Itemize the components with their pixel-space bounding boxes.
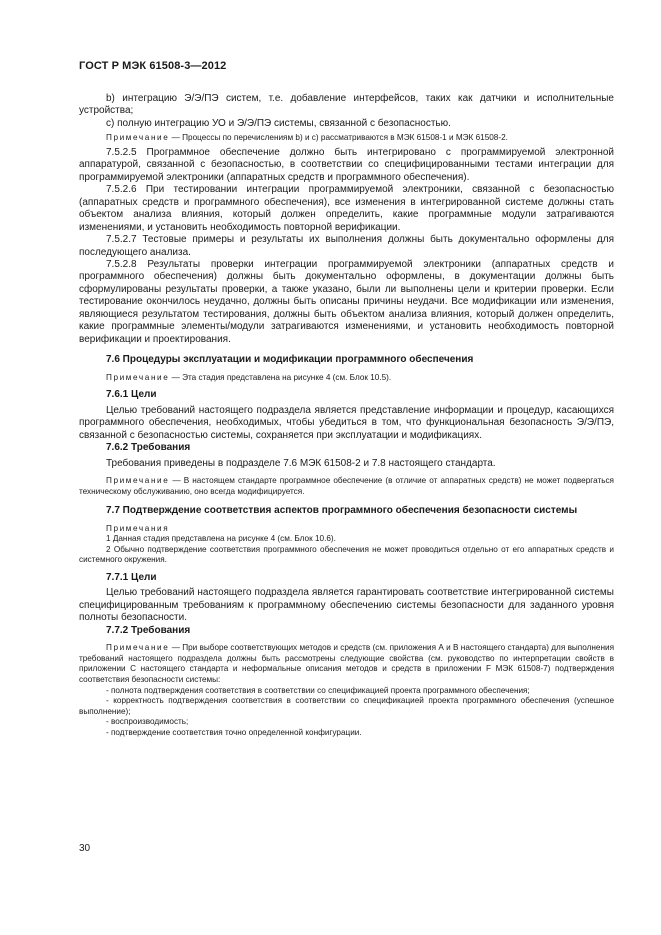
note-label: Примечание (106, 133, 170, 143)
clause-7-5-2-8: 7.5.2.8 Результаты проверки интеграции программируемой электроники (аппаратных средств и программного обеспечения) должны быть документально оформлены, в документации должны быть сформулированы результаты проверки, а также указано, были ли выполнены цели и критерии проверки. Если тестирование окончилось неудачно, должны быть описаны причины неудачи. Все модификации или изменения, являющиеся результатом тестирования, должны быть объектом анализа влияния, который должен определить, какие программные элементы/модули затрагиваются изменениями, и установить необходимость повторной верификации и проектирования. (79, 259, 614, 345)
subsection-heading-7-6-2: 7.6.2 Требования (106, 442, 191, 454)
note-text: — Процессы по перечислениям b) и с) рассматриваются в МЭК 61508-1 и МЭК 61508-2. (169, 133, 508, 143)
note-label: Примечание (106, 643, 170, 653)
page-number: 30 (79, 843, 91, 854)
bullet-item-4: - подтверждение соответствия точно определенной конфигурации. (106, 728, 362, 737)
bullet-item-2: - корректность подтверждения соответствия в соответствии со спецификацией проекта программного обеспечения (успешное выполнение); (79, 696, 614, 716)
bullet-item-1: - полнота подтверждения соответствия в соответствии со спецификацией проекта программного обеспечения; (106, 685, 530, 695)
list-item-c: с) полную интеграцию УО и Э/Э/ПЭ системы, связанной с безопасностью. (106, 117, 451, 129)
clause-7-5-2-6: 7.5.2.6 При тестировании интеграции программируемой электроники, связанной с безопасностью (аппаратных средств и программного обеспечения), все изменения в интегрированной системе должны стать объектом анализа влияния, который должен определить, какие программные модули затрагиваются изменениями, и установить необходимость повторной верификации. (79, 184, 614, 233)
section-heading-7-7: 7.7 Подтверждение соответствия аспектов программного обеспечения безопасности системы (106, 505, 578, 517)
note-text: — В настоящем стандарте программное обеспечение (в отличие от аппаратных средств) не может подвергаться техническому обслуживанию, оно всегда модифицируется. (79, 475, 614, 496)
clause-7-7-1-text: Целью требований настоящего подраздела является гарантировать соответствие интегрированной системы специфицированным требованиям к программному обеспечению системы безопасности для заданного уровня полноты безопасности. (79, 587, 614, 624)
subsection-heading-7-6-1: 7.6.1 Цели (106, 389, 157, 401)
bullet-item-3: - воспроизводимость; (106, 717, 189, 727)
clause-7-5-2-7: 7.5.2.7 Тестовые примеры и результаты их выполнения должны быть документально оформлены для последующего анализа. (79, 234, 614, 258)
list-item-b: b) интеграцию Э/Э/ПЭ систем, т.е. добавление интерфейсов, таких как датчики и исполнительные устройства; (79, 93, 614, 117)
document-body (79, 93, 614, 739)
note-text: — При выборе соответствующих методов и средств (см. приложения А и В настоящего стандарта) для выполнения требований настоящего подраздела должны быть рассмотрены следующие свойства (см. руководство по интерпретации свойств в приложении С настоящего стандарта и неформальные описания методов и средств в приложении F МЭК 61508-7) подтверждения соответствия безопасности системы: (79, 643, 614, 685)
clause-7-6-2-text: Требования приведены в подразделе 7.6 МЭК 61508-2 и 7.8 настоящего стандарта. (106, 457, 496, 469)
note-4-label: Примечания (106, 523, 170, 533)
note-2 (79, 373, 614, 384)
clause-7-6-1-text: Целью требований настоящего подраздела является представление информации и процедур, касающихся программного обеспечения, необходимых, чтобы убедиться в том, что функциональная безопасность Э/Э/ПЭ, связанной с безопасностью системы, сохраняется при эксплуатации и модификациях. (79, 404, 614, 441)
note-label: Примечание (106, 372, 170, 382)
note-label: Примечание (106, 475, 170, 485)
subsection-heading-7-7-2: 7.7.2 Требования (106, 624, 191, 636)
note-1 (79, 133, 614, 144)
subsection-heading-7-7-1: 7.7.1 Цели (106, 571, 157, 583)
note-3 (79, 476, 614, 497)
note-4-item-2: 2 Обычно подтверждение соответствия программного обеспечения не может проводиться отдельно от его аппаратных средств и системного окружения. (79, 544, 614, 565)
note-5 (79, 643, 614, 685)
section-heading-7-6: 7.6 Процедуры эксплуатации и модификации программного обеспечения (106, 354, 474, 366)
note-4-item-1: 1 Данная стадия представлена на рисунке 4 (см. Блок 10.6). (106, 534, 336, 544)
note-text: — Эта стадия представлена на рисунке 4 (см. Блок 10.5). (169, 372, 392, 382)
document-header: ГОСТ Р МЭК 61508-3—2012 (79, 60, 227, 72)
clause-7-5-2-5: 7.5.2.5 Программное обеспечение должно быть интегрировано с программируемой электронной аппаратурой, связанной с безопасностью, в соответствии со специфицированными тестами интеграции для программируемой электроники (аппаратных средств и программного обеспечения). (79, 146, 614, 183)
